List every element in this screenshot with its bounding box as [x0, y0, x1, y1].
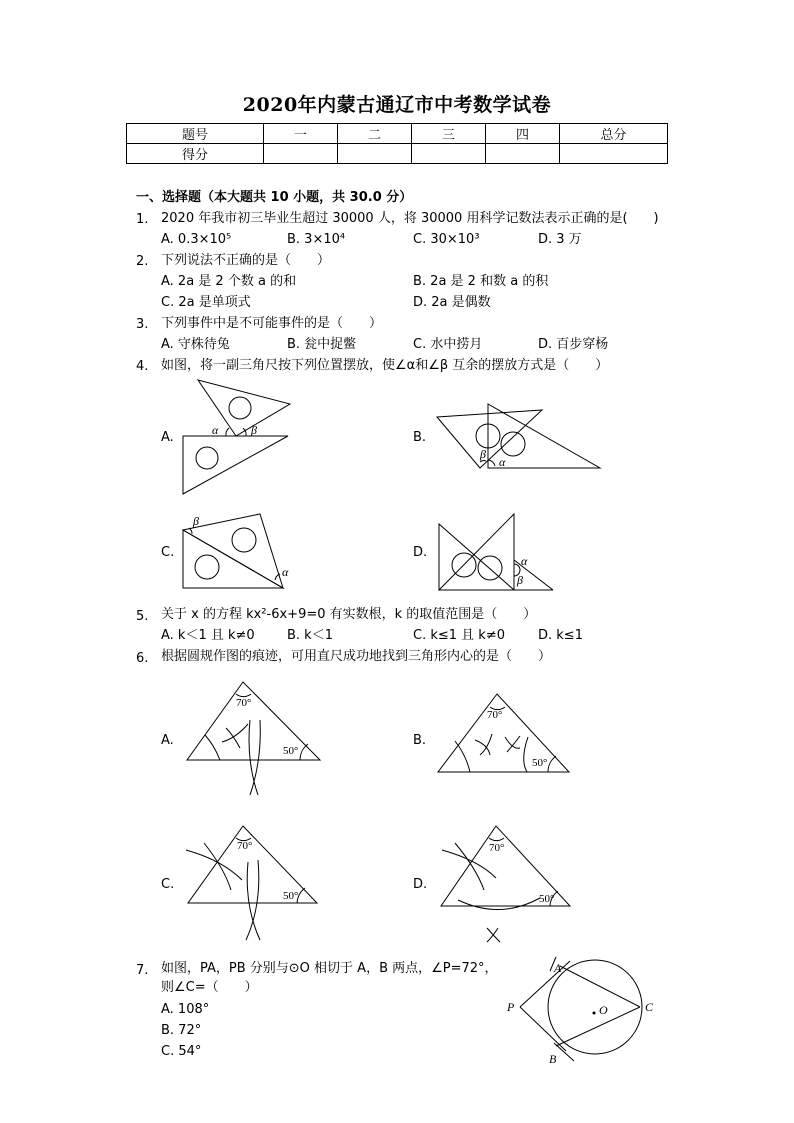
- beta-label: β: [193, 514, 199, 528]
- option-d[interactable]: D. 3 万: [538, 232, 582, 247]
- option-d[interactable]: D. k≤1: [538, 628, 583, 643]
- q6-figure-d: [441, 826, 570, 942]
- option-a[interactable]: A. 2a 是 2 个数 a 的和: [161, 274, 297, 289]
- alpha-label: α: [521, 554, 528, 568]
- angle-label: 70°: [489, 842, 505, 854]
- angle-label: 70°: [487, 709, 503, 721]
- score-table-cell: 题号: [127, 124, 264, 144]
- option-b[interactable]: B. 瓮中捉鳖: [287, 337, 357, 352]
- question-stem: 根据圆规作图的痕迹，可用直尺成功地找到三角形内心的是（ ）: [161, 649, 552, 664]
- option-a[interactable]: A.: [161, 430, 174, 445]
- option-c[interactable]: C.: [161, 545, 175, 560]
- point-label-a: A: [554, 961, 562, 975]
- option-b[interactable]: B. 2a 是 2 和数 a 的积: [413, 274, 549, 289]
- option-d[interactable]: D.: [413, 545, 428, 560]
- angle-label: 50°: [283, 745, 299, 757]
- q6-figure-b: [438, 694, 569, 772]
- point-label-p: P: [507, 1000, 515, 1014]
- option-c[interactable]: C. 2a 是单项式: [161, 295, 251, 310]
- question-number: 2.: [136, 254, 149, 269]
- option-d[interactable]: D. 百步穿杨: [538, 337, 609, 352]
- option-b[interactable]: B.: [413, 733, 427, 748]
- option-b[interactable]: B. k＜1: [287, 628, 333, 643]
- option-a[interactable]: A. 守株待兔: [161, 337, 230, 352]
- question-number: 4.: [136, 359, 149, 374]
- question-stem: 关于 x 的方程 kx²-6x+9=0 有实数根，k 的取值范围是（ ）: [161, 607, 537, 622]
- option-b[interactable]: B.: [413, 430, 427, 445]
- angle-label: 70°: [237, 840, 253, 852]
- question-number: 3.: [136, 317, 149, 332]
- score-table-cell: 二: [338, 124, 412, 144]
- score-table-cell: 四: [486, 124, 560, 144]
- option-c[interactable]: C. 54°: [161, 1044, 202, 1059]
- question-stem: 下列事件中是不可能事件的是（ ）: [161, 316, 383, 331]
- beta-label: β: [480, 447, 486, 461]
- score-table-row-label: 得分: [127, 144, 264, 164]
- angle-label: 50°: [539, 893, 555, 905]
- option-b[interactable]: B. 3×10⁴: [287, 232, 346, 247]
- point-label-o: O: [599, 1003, 608, 1017]
- point-label-c: C: [645, 1000, 654, 1014]
- option-d[interactable]: D.: [413, 877, 428, 892]
- q7-figure: [490, 955, 670, 1070]
- option-b[interactable]: B. 72°: [161, 1023, 202, 1038]
- score-table-cell: 三: [412, 124, 486, 144]
- question-number: 1.: [136, 212, 149, 227]
- point-label-b: B: [549, 1052, 557, 1066]
- alpha-label: α: [282, 565, 289, 579]
- option-c[interactable]: C.: [161, 877, 175, 892]
- option-a[interactable]: A. 0.3×10⁵: [161, 232, 232, 247]
- question-stem: 2020 年我市初三毕业生超过 30000 人，将 30000 用科学记数法表示正确的是( ): [161, 211, 659, 226]
- score-table-cell: 一: [264, 124, 338, 144]
- question-stem: 下列说法不正确的是（ ）: [161, 253, 331, 268]
- option-a[interactable]: A. 108°: [161, 1002, 210, 1017]
- page-title: 2020年内蒙古通辽市中考数学试卷: [242, 94, 552, 116]
- option-a[interactable]: A.: [161, 733, 174, 748]
- angle-label: 50°: [532, 757, 548, 769]
- option-d[interactable]: D. 2a 是偶数: [413, 295, 491, 310]
- angle-label: 50°: [283, 890, 299, 902]
- question-stem: 则∠C=（ ）: [161, 980, 258, 995]
- q6-figure-a: [187, 682, 320, 795]
- option-c[interactable]: C. 水中捞月: [413, 337, 483, 352]
- option-c[interactable]: C. k≤1 且 k≠0: [413, 628, 505, 643]
- option-c[interactable]: C. 30×10³: [413, 232, 480, 247]
- beta-label: β: [251, 423, 257, 437]
- angle-label: 70°: [236, 697, 252, 709]
- question-number: 7.: [136, 963, 149, 978]
- question-stem: 如图，PA，PB 分别与⊙O 相切于 A，B 两点，∠P=72°，: [161, 961, 498, 976]
- alpha-label: α: [499, 455, 506, 469]
- section-heading: 一、选择题（本大题共 10 小题，共 30.0 分）: [136, 190, 413, 205]
- beta-label: β: [517, 573, 523, 587]
- question-number: 5.: [136, 609, 149, 624]
- alpha-label: α: [212, 423, 219, 437]
- question-number: 6.: [136, 651, 149, 666]
- score-table-cell: 总分: [560, 124, 668, 144]
- question-stem: 如图，将一副三角尺按下列位置摆放，使∠α和∠β 互余的摆放方式是（ ）: [161, 358, 609, 373]
- option-a[interactable]: A. k＜1 且 k≠0: [161, 628, 255, 643]
